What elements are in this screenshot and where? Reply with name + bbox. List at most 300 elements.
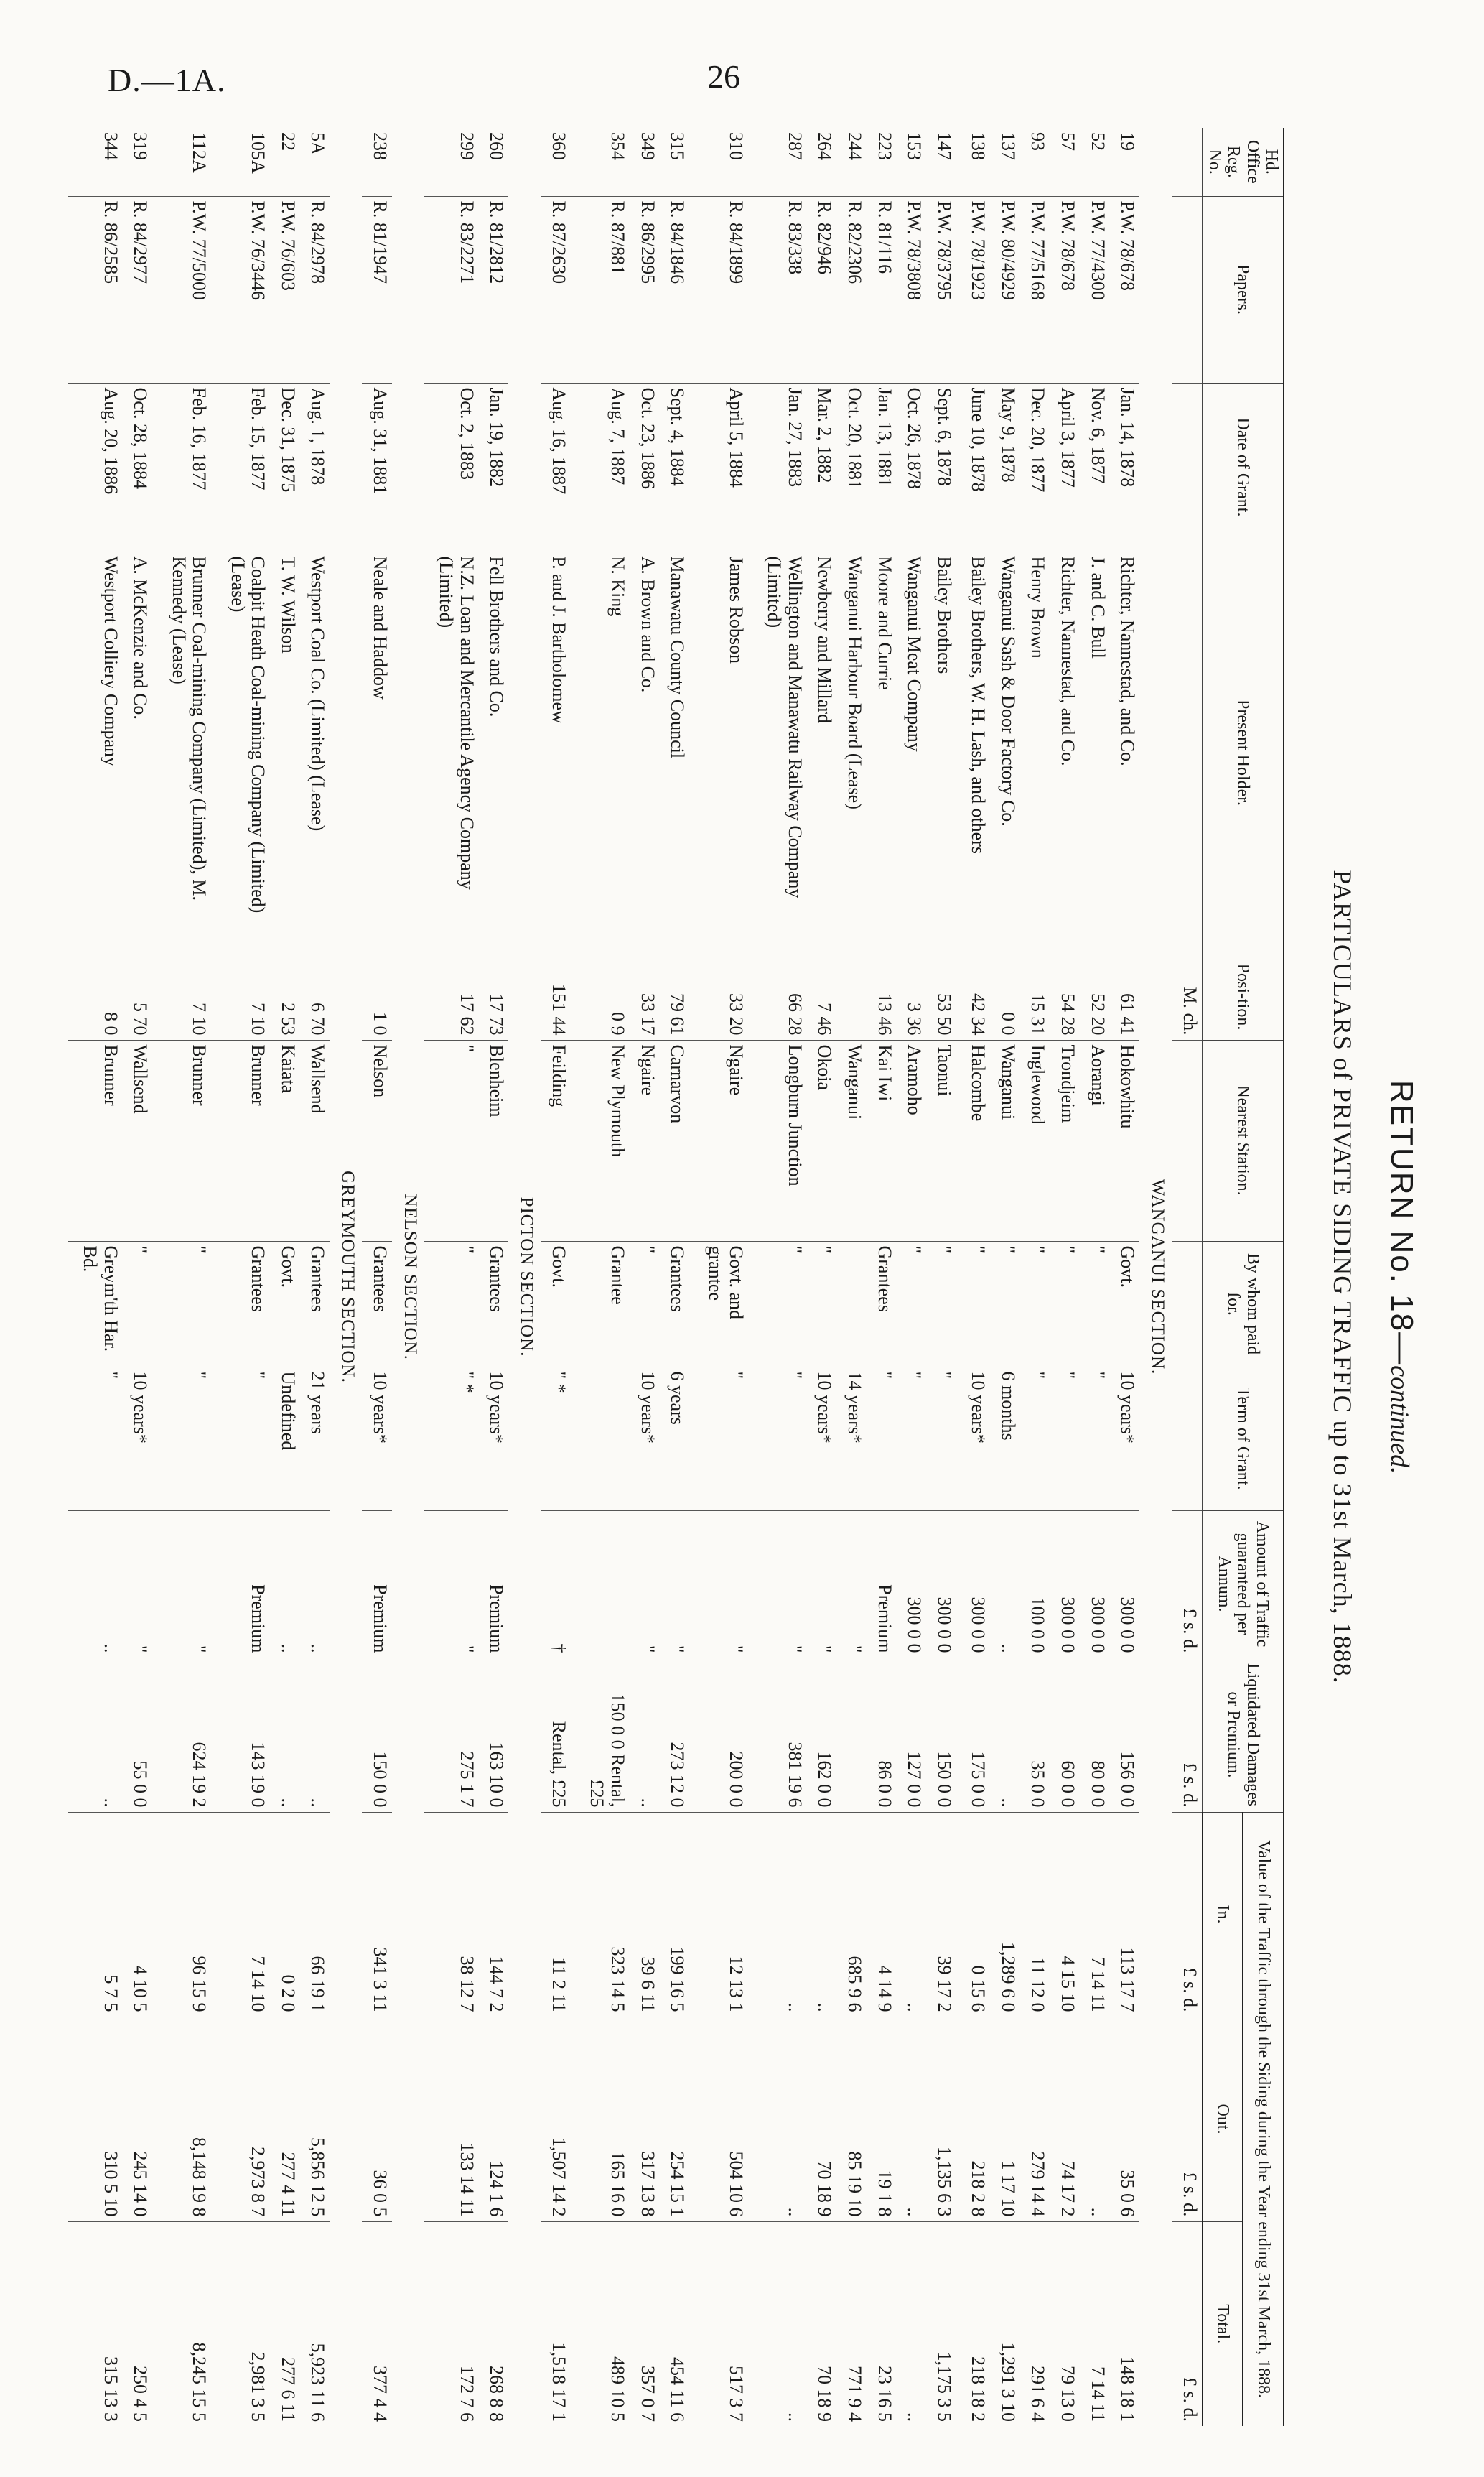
cell-papers: R. 82/2306 xyxy=(837,196,867,383)
cell-papers: P.W. 78/3795 xyxy=(926,196,956,383)
col-amount: Amount of Traffic guaranteed per Annum. xyxy=(1203,1510,1284,1658)
cell-reg-no: 105A xyxy=(215,128,270,196)
cell-reg-no: 93 xyxy=(1020,128,1050,196)
cell-date-of-grant: Aug. 31, 1881 xyxy=(362,383,392,552)
cell-papers: P.W. 78/678 xyxy=(1110,196,1140,383)
spacer-row xyxy=(689,128,694,2426)
cell-liquidated: .. xyxy=(990,1658,1020,1812)
cell-station: Brunner xyxy=(215,1040,270,1241)
cell-reg-no: 344 xyxy=(68,128,123,196)
table-row xyxy=(961,128,991,2426)
cell-position: 151 44 xyxy=(541,954,571,1040)
cell-traffic-in: 38 12 7 xyxy=(424,1812,479,2017)
cell-liquidated: 86 0 0 xyxy=(867,1658,897,1812)
units-liquidated: £ s. d. xyxy=(1172,1658,1203,1812)
cell-amount: " xyxy=(630,1510,660,1658)
cell-position: 6 70 xyxy=(300,954,330,1040)
cell-position: 13 46 xyxy=(867,954,897,1040)
cell-term: " xyxy=(926,1367,956,1510)
section-title: WANGANUI SECTION. xyxy=(1148,1179,1168,1375)
cell-traffic-out: 279 14 4 xyxy=(1020,2017,1050,2221)
cell-reg-no: 223 xyxy=(867,128,897,196)
col-position: Posi-tion. xyxy=(1203,954,1284,1040)
cell-traffic-out: 165 16 0 xyxy=(575,2017,630,2221)
cell-station: Aramoho xyxy=(897,1040,927,1241)
cell-term: 10 years* xyxy=(1110,1367,1140,1510)
cell-papers: R. 86/2995 xyxy=(630,196,660,383)
cell-papers: R. 83/2271 xyxy=(424,196,479,383)
cell-traffic-out: 1,507 14 2 xyxy=(541,2017,571,2221)
cell-traffic-in: 11 12 0 xyxy=(1020,1812,1050,2017)
cell-liquidated: 162 0 0 xyxy=(807,1658,837,1812)
cell-traffic-total: 148 18 1 xyxy=(1117,2356,1139,2422)
section-header-row xyxy=(508,128,541,2426)
cell-traffic-in: 5 7 5 xyxy=(68,1812,123,2017)
cell-papers: P.W. 78/678 xyxy=(1050,196,1080,383)
cell-term: " xyxy=(694,1367,748,1510)
cell-amount: 100 0 0 xyxy=(1020,1510,1050,1658)
cell-reg-no: 153 xyxy=(897,128,927,196)
cell-paid-by: " xyxy=(424,1241,479,1367)
spacer-row xyxy=(152,128,157,2426)
cell-date-of-grant: Oct. 26, 1878 xyxy=(897,383,927,552)
cell-amount: 300 0 0 xyxy=(1080,1510,1110,1658)
cell-date-of-grant: Sept. 4, 1884 xyxy=(660,383,690,552)
cell-station: Trondjeim xyxy=(1050,1040,1080,1241)
cell-paid-by: " xyxy=(630,1241,660,1367)
cell-traffic-total: 771 9 4 xyxy=(844,2366,866,2422)
cell-amount xyxy=(575,1510,630,1658)
cell-term: 10 years* xyxy=(123,1367,153,1510)
cell-station: Halcombe xyxy=(961,1040,991,1241)
cell-liquidated: .. xyxy=(630,1658,660,1812)
cell-traffic-in: 685 9 6 xyxy=(837,1812,867,2017)
cell-traffic-out: 19 1 8 xyxy=(867,2017,897,2221)
cell-position: 33 20 xyxy=(694,954,748,1040)
cell-date-of-grant: Aug. 20, 1886 xyxy=(68,383,123,552)
cell-station: Brunner xyxy=(68,1040,123,1241)
cell-position: 61 41 xyxy=(1110,954,1140,1040)
table-row xyxy=(752,128,807,2426)
cell-holder: P. and J. Bartholomew xyxy=(541,552,571,954)
cell-term: 10 years* xyxy=(362,1367,392,1510)
cell-date-of-grant: Dec. 20, 1877 xyxy=(1020,383,1050,552)
cell-date-of-grant: Feb. 16, 1877 xyxy=(157,383,211,552)
cell-amount: .. xyxy=(300,1510,330,1658)
cell-traffic-in: 12 13 1 xyxy=(694,1812,748,2017)
cell-traffic-out: .. xyxy=(1080,2017,1110,2221)
cell-paid-by: " xyxy=(123,1241,153,1367)
cell-amount: " xyxy=(807,1510,837,1658)
col-out: Out. xyxy=(1203,2017,1243,2221)
cell-papers: R. 84/2977 xyxy=(123,196,153,383)
col-papers: Papers. xyxy=(1203,196,1284,383)
cell-station: Aorangi xyxy=(1080,1040,1110,1241)
cell-traffic-in: .. xyxy=(807,1812,837,2017)
cell-liquidated: .. xyxy=(270,1658,300,1812)
units-in: £ s. d. xyxy=(1172,1812,1203,2017)
return-title-main: RETURN No. 18— xyxy=(1384,1079,1419,1366)
title-block xyxy=(1284,128,1428,2426)
cell-date-of-grant: Jan. 14, 1878 xyxy=(1110,383,1140,552)
cell-position: 0 0 xyxy=(990,954,1020,1040)
cell-paid-by: Grantee xyxy=(575,1241,630,1367)
cell-reg-no: 52 xyxy=(1080,128,1110,196)
cell-paid-by: " xyxy=(961,1241,991,1367)
cell-station: Carnarvon xyxy=(660,1040,690,1241)
cell-traffic-out: 254 15 1 xyxy=(660,2017,690,2221)
cell-station: Taonui xyxy=(926,1040,956,1241)
cell-paid-by: Govt. xyxy=(1110,1241,1140,1367)
cell-station: Wanganui xyxy=(990,1040,1020,1241)
cell-term: " * xyxy=(424,1367,479,1510)
cell-amount: " xyxy=(660,1510,690,1658)
cell-papers: R. 83/338 xyxy=(752,196,807,383)
cell-paid-by: " xyxy=(752,1241,807,1367)
table-row xyxy=(575,128,630,2426)
cell-amount: Premium xyxy=(362,1510,392,1658)
cell-traffic-total: 357 0 7 xyxy=(637,2366,658,2422)
cell-term: " * xyxy=(541,1367,571,1510)
cell-papers: P.W. 78/3808 xyxy=(897,196,927,383)
spacer-row xyxy=(956,128,961,2426)
cell-papers: P.W. 77/4300 xyxy=(1080,196,1110,383)
cell-position: 42 34 xyxy=(961,954,991,1040)
cell-date-of-grant: Mar. 2, 1882 xyxy=(807,383,837,552)
cell-liquidated: 200 0 0 xyxy=(694,1658,748,1812)
cell-position: 66 28 xyxy=(752,954,807,1040)
cell-date-of-grant: Aug. 7, 1887 xyxy=(575,383,630,552)
cell-position: 79 61 xyxy=(660,954,690,1040)
table-row xyxy=(990,128,1020,2426)
cell-station: Ngaire xyxy=(630,1040,660,1241)
cell-holder: Westport Colliery Company xyxy=(68,552,123,954)
cell-date-of-grant: Sept. 6, 1878 xyxy=(926,383,956,552)
section-title: PICTON SECTION. xyxy=(517,1196,537,1357)
cell-position: 15 31 xyxy=(1020,954,1050,1040)
table-row xyxy=(123,128,153,2426)
cell-term: 21 years xyxy=(300,1367,330,1510)
cell-date-of-grant: Aug. 1, 1878 xyxy=(300,383,330,552)
cell-amount: " xyxy=(694,1510,748,1658)
cell-station: Kaiata xyxy=(270,1040,300,1241)
cell-position: 53 50 xyxy=(926,954,956,1040)
cell-traffic-total: 517 3 7 xyxy=(726,2366,747,2422)
page-number: 26 xyxy=(707,58,740,95)
cell-paid-by: Greym'th Har. Bd. xyxy=(68,1241,123,1367)
cell-papers: P.W. 80/4929 xyxy=(990,196,1020,383)
cell-traffic-in: 199 16 5 xyxy=(660,1812,690,2017)
col-date: Date of Grant. xyxy=(1203,383,1284,552)
cell-amount: † xyxy=(541,1510,571,1658)
cell-liquidated: 150 0 0 xyxy=(362,1658,392,1812)
cell-traffic-out: 74 17 2 xyxy=(1050,2017,1080,2221)
table-row xyxy=(837,128,867,2426)
cell-paid-by: " xyxy=(157,1241,211,1367)
cell-paid-by: " xyxy=(897,1241,927,1367)
cell-amount: .. xyxy=(68,1510,123,1658)
cell-traffic-total: .. xyxy=(904,2412,925,2422)
cell-traffic-total: 5,923 11 6 xyxy=(307,2343,329,2422)
cell-holder: Bailey Brothers, W. H. Lash, and others xyxy=(961,552,991,954)
cell-date-of-grant: May 9, 1878 xyxy=(990,383,1020,552)
cell-paid-by: Grantees xyxy=(660,1241,690,1367)
cell-amount: " xyxy=(752,1510,807,1658)
cell-traffic-total: 315 13 3 xyxy=(100,2356,121,2422)
cell-term: " xyxy=(1080,1367,1110,1510)
cell-liquidated: 275 1 7 xyxy=(424,1658,479,1812)
cell-holder: Wanganui Harbour Board (Lease) xyxy=(837,552,867,954)
cell-reg-no: 287 xyxy=(752,128,807,196)
cell-liquidated: 150 0 0 xyxy=(926,1658,956,1812)
table-row xyxy=(424,128,479,2426)
cell-papers: R. 81/2812 xyxy=(479,196,509,383)
cell-date-of-grant: Oct. 20, 1881 xyxy=(837,383,867,552)
cell-amount: Premium xyxy=(867,1510,897,1658)
cell-traffic-in: .. xyxy=(897,1812,927,2017)
cell-traffic-in: 341 3 11 xyxy=(362,1812,392,2017)
cell-papers: P.W. 76/3446 xyxy=(215,196,270,383)
cell-papers: P.W. 78/1923 xyxy=(961,196,991,383)
cell-papers: P.W. 76/603 xyxy=(270,196,300,383)
cell-paid-by: " xyxy=(1080,1241,1110,1367)
cell-liquidated: Rental, £25 xyxy=(541,1658,571,1812)
cell-holder: Fell Brothers and Co. xyxy=(479,552,509,954)
cell-holder: N.Z. Loan and Mercantile Agency Company (Limited) xyxy=(424,552,479,954)
cell-papers: R. 81/1947 xyxy=(362,196,392,383)
cell-reg-no: 137 xyxy=(990,128,1020,196)
cell-traffic-total: 1,291 3 10 xyxy=(997,2342,1019,2422)
units-position: M. ch. xyxy=(1172,954,1203,1040)
cell-position: 0 9 xyxy=(575,954,630,1040)
cell-term: Undefined xyxy=(270,1367,300,1510)
cell-station: Brunner xyxy=(157,1040,211,1241)
cell-papers: R. 82/946 xyxy=(807,196,837,383)
cell-traffic-out: 133 14 11 xyxy=(424,2017,479,2221)
table-row xyxy=(479,128,509,2426)
cell-traffic-in: 11 2 11 xyxy=(541,1812,571,2017)
table-row xyxy=(1080,128,1110,2426)
cell-paid-by: Grantees xyxy=(362,1241,392,1367)
cell-paid-by: Grantees xyxy=(300,1241,330,1367)
cell-traffic-out: 36 0 5 xyxy=(362,2017,392,2221)
section-header-row xyxy=(330,128,362,2426)
cell-papers: P.W. 77/5000 xyxy=(157,196,211,383)
cell-traffic-out: 245 14 0 xyxy=(123,2017,153,2221)
cell-holder: Westport Coal Co. (Limited) (Lease) xyxy=(300,552,330,954)
cell-holder: Richter, Nannestad, and Co. xyxy=(1110,552,1140,954)
cell-station: Wallsend xyxy=(300,1040,330,1241)
cell-holder: Newberry and Millard xyxy=(807,552,837,954)
cell-papers: R. 84/1846 xyxy=(660,196,690,383)
cell-traffic-out: 5,856 12 5 xyxy=(300,2017,330,2221)
table-row xyxy=(1050,128,1080,2426)
cell-term: 6 years xyxy=(660,1367,690,1510)
cell-papers: R. 87/2630 xyxy=(541,196,571,383)
cell-position xyxy=(837,954,867,1040)
cell-holder: Brunner Coal-mining Company (Limited), M. Kennedy (Lease) xyxy=(157,552,211,954)
units-out: £ s. d. xyxy=(1172,2017,1203,2221)
table-row xyxy=(660,128,690,2426)
cell-date-of-grant: Nov. 6, 1877 xyxy=(1080,383,1110,552)
cell-traffic-total: 1,175 3 5 xyxy=(933,2351,955,2422)
return-title-continued: continued. xyxy=(1386,1365,1414,1474)
cell-traffic-out: .. xyxy=(897,2017,927,2221)
cell-traffic-total: 277 6 11 xyxy=(277,2356,299,2422)
cell-date-of-grant: April 5, 1884 xyxy=(694,383,748,552)
cell-station: Inglewood xyxy=(1020,1040,1050,1241)
cell-traffic-out: 35 0 6 xyxy=(1110,2017,1140,2221)
cell-traffic-out: 8,148 19 8 xyxy=(157,2017,211,2221)
cell-term: 14 years* xyxy=(837,1367,867,1510)
cell-liquidated xyxy=(837,1658,867,1812)
cell-traffic-total: 268 8 8 xyxy=(486,2366,508,2422)
table-row xyxy=(897,128,927,2426)
cell-term: " xyxy=(68,1367,123,1510)
cell-term: 10 years* xyxy=(479,1367,509,1510)
cell-traffic-in: 4 15 10 xyxy=(1050,1812,1080,2017)
cell-date-of-grant: Jan. 27, 1883 xyxy=(752,383,807,552)
cell-holder: James Robson xyxy=(694,552,748,954)
cell-holder: Richter, Nannestad, and Co. xyxy=(1050,552,1080,954)
col-station: Nearest Station. xyxy=(1203,1040,1284,1241)
cell-holder: J. and C. Bull xyxy=(1080,552,1110,954)
cell-traffic-total: 1,518 17 1 xyxy=(549,2342,570,2422)
cell-date-of-grant: Jan. 13, 1881 xyxy=(867,383,897,552)
units-amount: £ s. d. xyxy=(1172,1510,1203,1658)
cell-traffic-in: 4 10 5 xyxy=(123,1812,153,2017)
cell-traffic-total: .. xyxy=(784,2412,806,2422)
cell-liquidated: 80 0 0 xyxy=(1080,1658,1110,1812)
cell-traffic-total: 218 18 2 xyxy=(968,2356,989,2422)
cell-station: Longburn Junction xyxy=(752,1040,807,1241)
table-row xyxy=(630,128,660,2426)
cell-traffic-total: 291 6 4 xyxy=(1027,2366,1049,2422)
col-holder: Present Holder. xyxy=(1203,552,1284,954)
document-code: D.—1A. xyxy=(108,62,226,98)
cell-position: 8 0 xyxy=(68,954,123,1040)
cell-paid-by xyxy=(837,1241,867,1367)
cell-paid-by: Govt. xyxy=(541,1241,571,1367)
cell-station: Wanganui xyxy=(837,1040,867,1241)
cell-position: 5 70 xyxy=(123,954,153,1040)
col-total: Total. xyxy=(1203,2221,1243,2426)
cell-traffic-total: 7 14 11 xyxy=(1087,2366,1109,2422)
cell-papers: R. 84/2978 xyxy=(300,196,330,383)
cell-term: " xyxy=(897,1367,927,1510)
cell-holder: Bailey Brothers xyxy=(926,552,956,954)
cell-traffic-total: 79 13 0 xyxy=(1058,2366,1078,2422)
table-row xyxy=(926,128,956,2426)
section-title: NELSON SECTION. xyxy=(400,1194,420,1360)
col-traffic-group: Value of the Traffic through the Siding during the Year ending 31st March, 1888. xyxy=(1243,1812,1284,2426)
cell-term: 6 months xyxy=(990,1367,1020,1510)
cell-liquidated: 175 0 0 xyxy=(961,1658,991,1812)
siding-traffic-table xyxy=(68,128,1284,2426)
cell-traffic-in: 39 17 2 xyxy=(926,1812,956,2017)
cell-amount: 300 0 0 xyxy=(926,1510,956,1658)
cell-papers: R. 86/2585 xyxy=(68,196,123,383)
cell-paid-by: Grantees xyxy=(215,1241,270,1367)
cell-date-of-grant: Oct. 2, 1883 xyxy=(424,383,479,552)
cell-paid-by: Grantees xyxy=(867,1241,897,1367)
cell-traffic-in: 113 17 7 xyxy=(1110,1812,1140,2017)
cell-reg-no: 260 xyxy=(479,128,509,196)
table-row xyxy=(541,128,571,2426)
cell-traffic-in: 66 19 1 xyxy=(300,1812,330,2017)
cell-reg-no: 244 xyxy=(837,128,867,196)
cell-date-of-grant: Aug. 16, 1887 xyxy=(541,383,571,552)
table-row xyxy=(300,128,330,2426)
table-row xyxy=(1020,128,1050,2426)
cell-liquidated: 273 12 0 xyxy=(660,1658,690,1812)
cell-traffic-in: 323 14 5 xyxy=(575,1812,630,2017)
cell-holder: Wellington and Manawatu Railway Company (Limited) xyxy=(752,552,807,954)
cell-amount: Premium xyxy=(479,1510,509,1658)
col-paid-by: By whom paid for. xyxy=(1203,1241,1284,1367)
cell-liquidated: 150 0 0 Rental, £25 xyxy=(575,1658,630,1812)
cell-holder: A. Brown and Co. xyxy=(630,552,660,954)
cell-traffic-in: 4 14 9 xyxy=(867,1812,897,2017)
cell-holder: Henry Brown xyxy=(1020,552,1050,954)
cell-term: " xyxy=(1020,1367,1050,1510)
table-row xyxy=(694,128,748,2426)
cell-holder: Coalpit Heath Coal-mining Company (Limited) (Lease) xyxy=(215,552,270,954)
cell-term: 10 years* xyxy=(961,1367,991,1510)
cell-position: 1 0 xyxy=(362,954,392,1040)
cell-traffic-total: 70 18 9 xyxy=(814,2366,836,2422)
units-total: £ s. d. xyxy=(1179,2376,1200,2422)
cell-reg-no: 319 xyxy=(123,128,153,196)
cell-term: " xyxy=(867,1367,897,1510)
cell-paid-by: " xyxy=(1050,1241,1080,1367)
cell-paid-by: " xyxy=(807,1241,837,1367)
cell-reg-no: 57 xyxy=(1050,128,1080,196)
spacer-row xyxy=(571,128,575,2426)
cell-traffic-total: 454 11 6 xyxy=(667,2356,689,2422)
cell-paid-by: Govt. xyxy=(270,1241,300,1367)
section-header-row xyxy=(392,128,424,2426)
cell-reg-no: 354 xyxy=(575,128,630,196)
cell-reg-no: 310 xyxy=(694,128,748,196)
cell-reg-no: 349 xyxy=(630,128,660,196)
cell-traffic-total: 250 4 5 xyxy=(130,2366,151,2422)
cell-amount: 300 0 0 xyxy=(961,1510,991,1658)
cell-liquidated: .. xyxy=(68,1658,123,1812)
table-body xyxy=(68,128,1203,2426)
cell-paid-by: Govt. and grantee xyxy=(694,1241,748,1367)
cell-traffic-in: 7 14 11 xyxy=(1080,1812,1110,2017)
cell-position: 2 53 xyxy=(270,954,300,1040)
col-liquidated: Liquidated Damages or Premium. xyxy=(1203,1658,1284,1812)
cell-traffic-out: 218 2 8 xyxy=(961,2017,991,2221)
cell-traffic-in: 7 14 10 xyxy=(215,1812,270,2017)
cell-date-of-grant: April 3, 1877 xyxy=(1050,383,1080,552)
table-row xyxy=(215,128,270,2426)
cell-term: " xyxy=(1050,1367,1080,1510)
cell-reg-no: 112A xyxy=(157,128,211,196)
cell-reg-no: 299 xyxy=(424,128,479,196)
spacer-row xyxy=(211,128,215,2426)
col-reg-no: Hd. Office Reg. No. xyxy=(1203,128,1284,196)
cell-term: " xyxy=(157,1367,211,1510)
cell-liquidated: 163 10 0 xyxy=(479,1658,509,1812)
cell-station: Wallsend xyxy=(123,1040,153,1241)
cell-paid-by: Grantees xyxy=(479,1241,509,1367)
cell-date-of-grant: June 10, 1878 xyxy=(961,383,991,552)
cell-traffic-total: 8,245 15 5 xyxy=(189,2342,210,2422)
cell-papers: R. 87/881 xyxy=(575,196,630,383)
